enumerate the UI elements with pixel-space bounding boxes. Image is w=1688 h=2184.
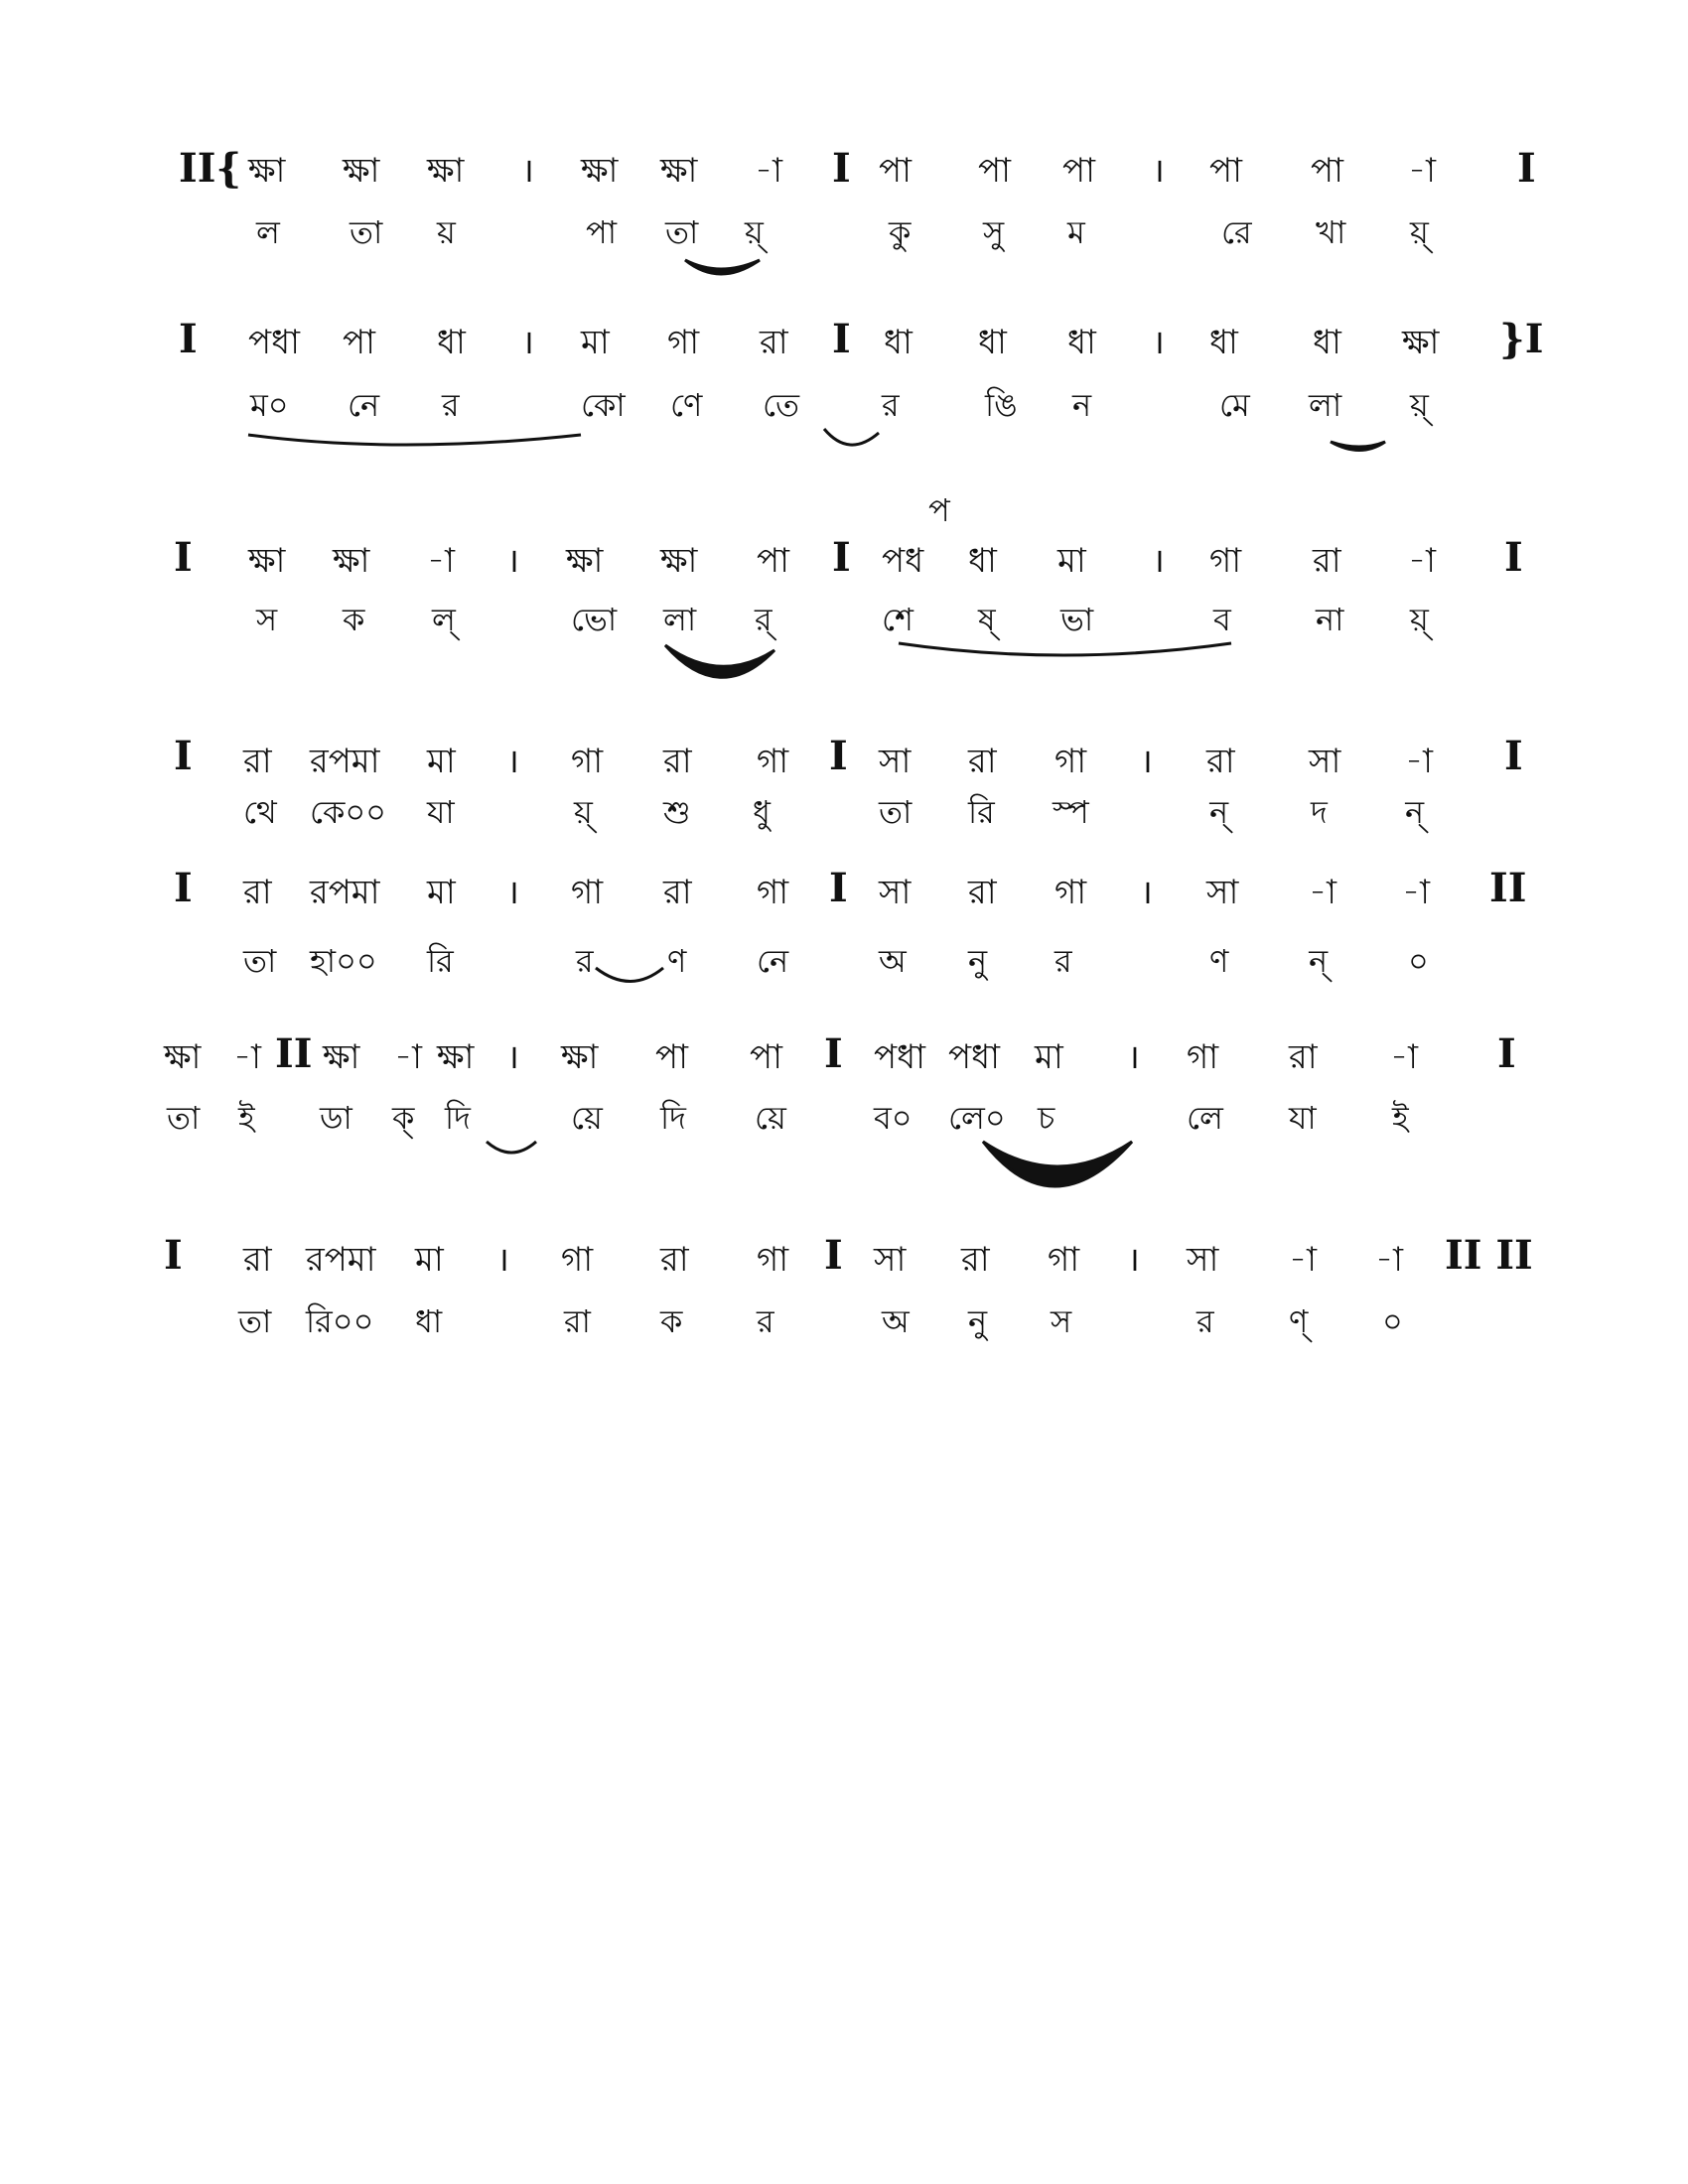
- lyric-syllable: অ: [882, 1302, 910, 1340]
- lyric-syllable: তা: [350, 213, 383, 251]
- lyric-syllable: র: [1196, 1302, 1214, 1340]
- barline: I: [829, 733, 848, 779]
- lyric-syllable: ণ: [1209, 942, 1229, 980]
- lyric-syllable: নে: [348, 386, 380, 424]
- note: পা: [757, 541, 789, 581]
- lyric-syllable: নু: [968, 1302, 988, 1340]
- note: পা: [1209, 151, 1242, 191]
- lyric-syllable: ই: [1392, 1099, 1409, 1137]
- note: ক্ষা: [561, 1037, 599, 1077]
- lyric-syllable: হা০০: [310, 942, 377, 980]
- lyric-syllable: ন্: [1309, 942, 1329, 980]
- barline: I: [174, 733, 193, 779]
- barline: I: [179, 316, 198, 362]
- lyric-syllable: খা: [1316, 213, 1346, 251]
- lyric-syllable: ডা: [320, 1099, 352, 1137]
- note: গা: [561, 1240, 594, 1280]
- repeat-start-barline: II{: [179, 145, 242, 192]
- barline: I: [1497, 1030, 1516, 1077]
- lyric-syllable: য়্: [1410, 386, 1429, 424]
- lyric-syllable: ম: [1067, 213, 1085, 251]
- slur-mark: [1331, 442, 1385, 451]
- note: গা: [757, 873, 789, 912]
- lyric-syllable: নে: [757, 942, 789, 980]
- lyric-syllable: দি: [445, 1099, 471, 1137]
- lyric-syllable: স: [1051, 1302, 1072, 1340]
- note: ক্ষা: [1402, 323, 1440, 362]
- lyric-syllable: ই: [238, 1099, 255, 1137]
- note: -া: [1390, 1037, 1418, 1077]
- lyric-syllable: ল: [256, 213, 280, 251]
- note: ক্ষা: [248, 151, 286, 191]
- lyric-syllable: তা: [167, 1099, 201, 1137]
- note: সা: [874, 1240, 907, 1280]
- beat-divider: ।: [521, 323, 534, 362]
- note: -া: [1408, 151, 1436, 191]
- note: মা: [427, 742, 456, 781]
- lyric-syllable: ০: [1382, 1302, 1403, 1340]
- note: ধা: [437, 323, 466, 362]
- lyric-syllable: ব: [1213, 601, 1231, 638]
- lyric-syllable: অ: [879, 942, 907, 980]
- slur-mark: [665, 645, 774, 677]
- note: -া: [427, 541, 455, 581]
- lyric-syllable: ণ: [667, 942, 687, 980]
- lyric-syllable: রি০০: [306, 1302, 374, 1340]
- note: রা: [968, 742, 997, 781]
- note: রপমা: [306, 1240, 376, 1280]
- note: পধা: [874, 1037, 925, 1077]
- lyric-syllable: র্: [755, 601, 773, 638]
- lyric-syllable: কে০০: [310, 793, 386, 831]
- lyric-syllable: ষ্: [978, 601, 996, 638]
- note: সা: [1206, 873, 1239, 912]
- note: -া: [755, 151, 782, 191]
- lyric-syllable: ঙি: [985, 386, 1018, 424]
- lyric-syllable: ক্: [392, 1099, 415, 1137]
- note: পা: [655, 1037, 688, 1077]
- note: -া: [1289, 1240, 1317, 1280]
- beat-divider: ।: [1127, 1240, 1140, 1280]
- lyric-syllable: র: [882, 386, 900, 424]
- lyric-syllable: কো: [581, 386, 626, 424]
- note: রা: [760, 323, 788, 362]
- lyric-syllable: ভা: [1060, 601, 1094, 638]
- lyric-syllable: য়্: [1410, 601, 1429, 638]
- lyric-syllable: ন্: [1405, 793, 1425, 831]
- note: ধা: [1313, 323, 1341, 362]
- slur-mark: [685, 260, 760, 274]
- note: মা: [1035, 1037, 1063, 1077]
- note: পা: [1311, 151, 1343, 191]
- lyric-syllable: তা: [238, 1302, 272, 1340]
- lyric-syllable: স: [256, 601, 278, 638]
- barline: I: [829, 865, 848, 911]
- lyric-syllable: শে: [882, 601, 914, 638]
- lyric-syllable: ক: [660, 1302, 683, 1340]
- lyric-syllable: ক: [343, 601, 365, 638]
- note: গা: [571, 873, 604, 912]
- note: ধা: [968, 541, 997, 581]
- lyric-syllable: র: [1055, 942, 1072, 980]
- lyric-syllable: ভো: [571, 601, 618, 638]
- note: -া: [394, 1037, 422, 1077]
- lyric-syllable: তা: [243, 942, 277, 980]
- beat-divider: ।: [506, 541, 519, 581]
- beat-divider: ।: [1152, 151, 1165, 191]
- lyric-syllable: স্প: [1053, 793, 1089, 831]
- note: পধ: [882, 541, 924, 581]
- note: ধা: [978, 323, 1007, 362]
- lyric-syllable: যা: [1289, 1099, 1317, 1137]
- double-barline: II: [1489, 865, 1527, 911]
- note: -া: [233, 1037, 261, 1077]
- note: ক্ষা: [164, 1037, 202, 1077]
- note: পা: [1062, 151, 1095, 191]
- barline: I: [164, 1232, 183, 1279]
- note: পধা: [248, 323, 300, 362]
- slur-mark: [248, 435, 581, 445]
- beat-divider: ।: [506, 742, 519, 781]
- note: -া: [1408, 541, 1436, 581]
- note: সা: [879, 742, 912, 781]
- double-barline: II: [275, 1030, 313, 1077]
- note: ক্ষা: [660, 541, 698, 581]
- beat-divider: ।: [1152, 541, 1165, 581]
- lyric-syllable: ০: [1408, 942, 1429, 980]
- lyric-syllable: থে: [243, 793, 277, 831]
- beat-divider: ।: [496, 1240, 509, 1280]
- lyric-syllable: য়্: [574, 793, 593, 831]
- note: -া: [1402, 873, 1430, 912]
- note: রা: [660, 1240, 689, 1280]
- note: গা: [1055, 873, 1087, 912]
- beat-divider: ।: [1140, 742, 1153, 781]
- barline: I: [832, 316, 851, 362]
- note: -া: [1309, 873, 1336, 912]
- lyric-syllable: তা: [665, 213, 699, 251]
- note: পধা: [948, 1037, 1000, 1077]
- lyric-syllable: র: [442, 386, 460, 424]
- lyric-syllable: শু: [663, 793, 691, 831]
- note: রা: [1206, 742, 1235, 781]
- lyric-syllable: লা: [1309, 386, 1342, 424]
- lyric-syllable: ব০: [874, 1099, 913, 1137]
- note: রা: [663, 742, 692, 781]
- note: ক্ষা: [333, 541, 370, 581]
- note: ক্ষা: [581, 151, 619, 191]
- lyric-syllable: লে: [1187, 1099, 1223, 1137]
- beat-divider: ।: [1140, 873, 1153, 912]
- note: সা: [1187, 1240, 1219, 1280]
- lyric-syllable: না: [1316, 601, 1344, 638]
- barline: I: [174, 534, 193, 581]
- barline: I: [1504, 733, 1523, 779]
- note: ক্ষা: [660, 151, 698, 191]
- slur-mark: [487, 1142, 536, 1153]
- beat-divider: ।: [1127, 1037, 1140, 1077]
- barline: I: [1504, 534, 1523, 581]
- barline: I: [1517, 145, 1536, 192]
- note: রা: [961, 1240, 990, 1280]
- note: ক্ষা: [427, 151, 465, 191]
- note: গা: [757, 1240, 789, 1280]
- lyric-syllable: ধা: [415, 1302, 443, 1340]
- note: মা: [581, 323, 610, 362]
- lyric-syllable: য়্: [1410, 213, 1429, 251]
- note: রা: [243, 1240, 272, 1280]
- lyric-syllable: রি: [427, 942, 454, 980]
- lyric-syllable: য়্: [745, 213, 764, 251]
- barline: I: [824, 1232, 843, 1279]
- slur-mark: [596, 968, 663, 982]
- note: ধা: [1067, 323, 1096, 362]
- note: ক্ষা: [343, 151, 380, 191]
- lyric-syllable: ন্: [1209, 793, 1229, 831]
- note: পা: [750, 1037, 782, 1077]
- lyric-syllable: কু: [889, 213, 912, 251]
- note: ক্ষা: [248, 541, 286, 581]
- note: গা: [667, 323, 700, 362]
- lyric-syllable: যা: [427, 793, 455, 831]
- note: গা: [571, 742, 604, 781]
- lyric-syllable: ম০: [250, 386, 289, 424]
- note: সা: [1309, 742, 1341, 781]
- lyric-syllable: য়ে: [571, 1099, 603, 1137]
- lyric-syllable: নু: [968, 942, 988, 980]
- note: গা: [757, 742, 789, 781]
- lyric-syllable: পা: [586, 213, 618, 251]
- slur-mark: [983, 1142, 1132, 1186]
- note: ক্ষা: [566, 541, 604, 581]
- lyric-syllable: তা: [879, 793, 913, 831]
- note: রা: [243, 742, 272, 781]
- note: পা: [343, 323, 375, 362]
- note: রা: [1313, 541, 1341, 581]
- lyric-syllable: সু: [983, 213, 1005, 251]
- note: রা: [243, 873, 272, 912]
- barline: I: [824, 1030, 843, 1077]
- note: পা: [879, 151, 912, 191]
- lyric-syllable: ন: [1072, 386, 1092, 424]
- repeat-end-barline: }I: [1499, 316, 1544, 362]
- note: রা: [663, 873, 692, 912]
- lyric-syllable: রা: [564, 1302, 591, 1340]
- beat-divider: ।: [1152, 323, 1165, 362]
- lyric-syllable: ধু: [753, 793, 771, 831]
- barline: I: [832, 534, 851, 581]
- note: গা: [1055, 742, 1087, 781]
- barline: I: [174, 865, 193, 911]
- note: গা: [1209, 541, 1242, 581]
- lyric-syllable: চ: [1038, 1099, 1055, 1137]
- lyric-syllable: ণ্: [1289, 1302, 1309, 1340]
- beat-divider: ।: [521, 151, 534, 191]
- note: -া: [1375, 1240, 1403, 1280]
- lyric-syllable: দ: [1311, 793, 1328, 831]
- lyric-syllable: রে: [1221, 213, 1252, 251]
- lyric-syllable: য়: [437, 213, 456, 251]
- note: পা: [978, 151, 1011, 191]
- lyric-syllable: র: [576, 942, 594, 980]
- beat-divider: ।: [506, 1037, 519, 1077]
- lyric-syllable: র: [757, 1302, 774, 1340]
- lyric-syllable: লে০: [948, 1099, 1006, 1137]
- beat-divider: ।: [506, 873, 519, 912]
- lyric-syllable: য়ে: [755, 1099, 786, 1137]
- lyric-syllable: দি: [660, 1099, 686, 1137]
- note: ধা: [884, 323, 913, 362]
- note: মা: [1057, 541, 1086, 581]
- note: ধা: [1209, 323, 1238, 362]
- lyric-syllable: তে: [763, 386, 799, 424]
- lyric-syllable: লা: [663, 601, 697, 638]
- lyric-syllable: মে: [1219, 386, 1250, 424]
- note: ক্ষা: [437, 1037, 475, 1077]
- note: গা: [1187, 1037, 1219, 1077]
- slur-mark: [824, 429, 879, 445]
- note: সা: [879, 873, 912, 912]
- note: রা: [968, 873, 997, 912]
- ornament-note-above: প: [928, 491, 950, 529]
- note: মা: [415, 1240, 444, 1280]
- barline: I: [832, 145, 851, 192]
- note: গা: [1048, 1240, 1080, 1280]
- note: রপমা: [310, 873, 380, 912]
- note: রপমা: [310, 742, 380, 781]
- lyric-syllable: ণে: [670, 386, 703, 424]
- lyric-syllable: ল্: [432, 601, 456, 638]
- final-double-barline: II II: [1445, 1232, 1533, 1279]
- slur-mark: [899, 643, 1231, 655]
- note: রা: [1289, 1037, 1318, 1077]
- lyric-syllable: রি: [968, 793, 995, 831]
- note: -া: [1405, 742, 1433, 781]
- note: ক্ষা: [323, 1037, 360, 1077]
- note: মা: [427, 873, 456, 912]
